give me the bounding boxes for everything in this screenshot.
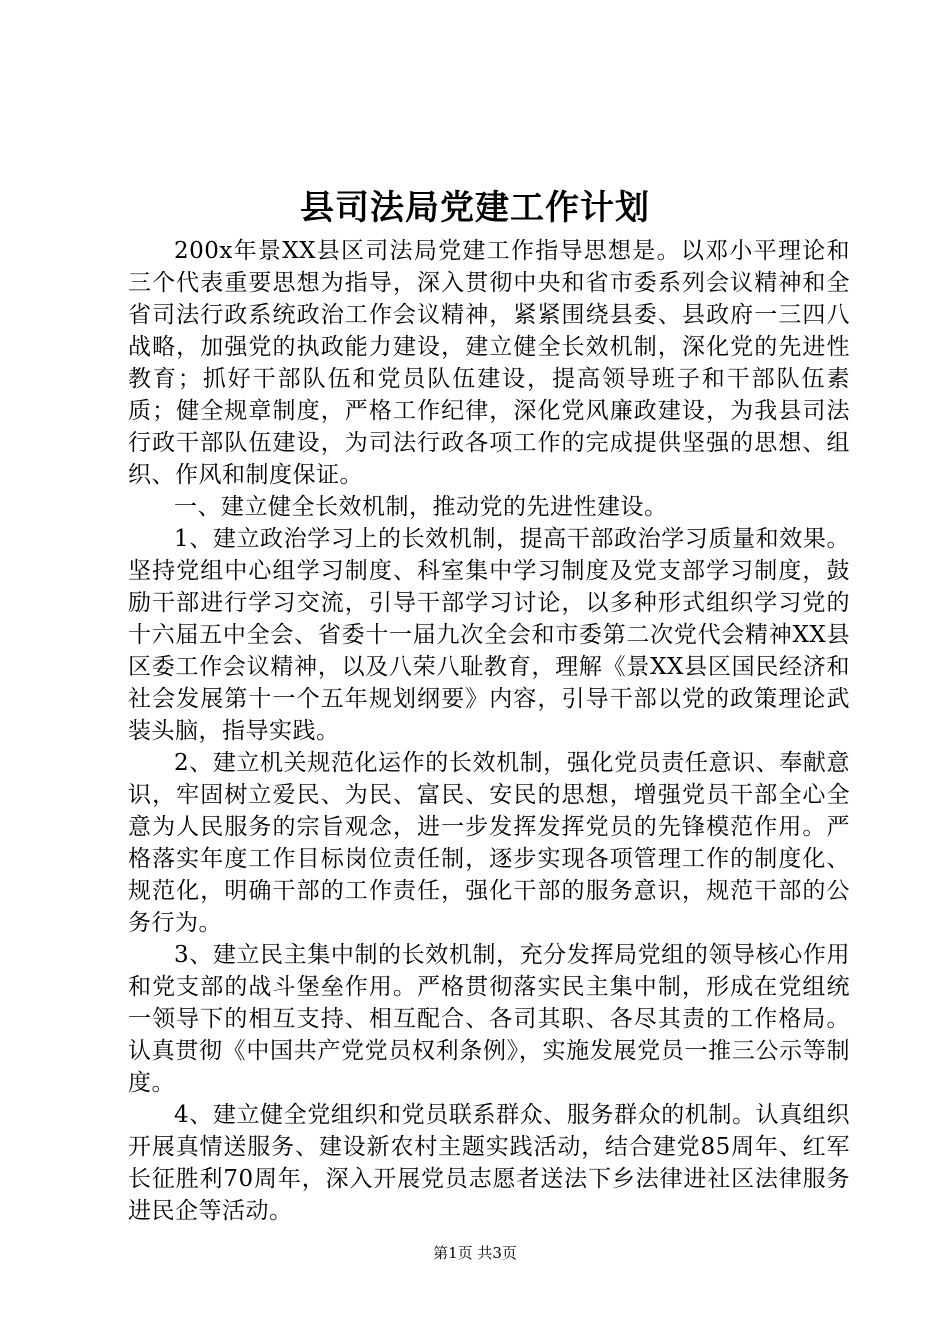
paragraph-item-3: 3、建立民主集中制的长效机制，充分发挥局党组的领导核心作用和党支部的战斗堡垒作用。严格贯彻落实民主集中制，形成在党组统一领导下的相互支持、相互配合、各司其职、各尽其责的工作格局。认真贯彻《中国共产党党员权利条例》，实施发展党员一推三公示等制度。: [128, 942, 850, 1096]
document-title: 县司法局党建工作计划: [300, 188, 650, 228]
paragraph-item-4: 4、建立健全党组织和党员联系群众、服务群众的机制。认真组织开展真情送服务、建设新农村主题实践活动，结合建党85周年、红军长征胜利70周年，深入开展党员志愿者送法下乡法律进社区法律服务进民企等活动。: [128, 1102, 850, 1224]
paragraph-item-1: 1、建立政治学习上的长效机制，提高干部政治学习质量和效果。坚持党组中心组学习制度、科室集中学习制度及党支部学习制度，鼓励干部进行学习交流，引导干部学习讨论，以多种形式组织学习党的十六届五中全会、省委十一届九次全会和市委第二次党代会精神XX县区委工作会议精神，以及八荣八耻教育，理解《景XX县区国民经济和社会发展第十一个五年规划纲要》内容，引导干部以党的政策理论武装头脑，指导实践。: [128, 526, 850, 744]
section-heading-1: 一、建立健全长效机制，推动党的先进性建设。: [174, 494, 668, 520]
document-body: [128, 235, 850, 1227]
page-footer: 第1页 共3页: [433, 1244, 517, 1262]
paragraph-guiding-thought: 200x年景XX县区司法局党建工作指导思想是。以邓小平理论和三个代表重要思想为指导，深入贯彻中央和省市委系列会议精神和全省司法行政系统政治工作会议精神，紧紧围绕县委、县政府一三四八战略，加强党的执政能力建设，建立健全长效机制，深化党的先进性教育；抓好干部队伍和党员队伍建设，提高领导班子和干部队伍素质；健全规章制度，严格工作纪律，深化党风廉政建设，为我县司法行政干部队伍建设，为司法行政各项工作的完成提供坚强的思想、组织、作风和制度保证。: [128, 238, 850, 488]
paragraph-item-2: 2、建立机关规范化运作的长效机制，强化党员责任意识、奉献意识，牢固树立爱民、为民、富民、安民的思想，增强党员干部全心全意为人民服务的宗旨观念，进一步发挥发挥党员的先锋模范作用。严格落实年度工作目标岗位责任制，逐步实现各项管理工作的制度化、规范化，明确干部的工作责任，强化干部的服务意识，规范干部的公务行为。: [128, 750, 850, 936]
